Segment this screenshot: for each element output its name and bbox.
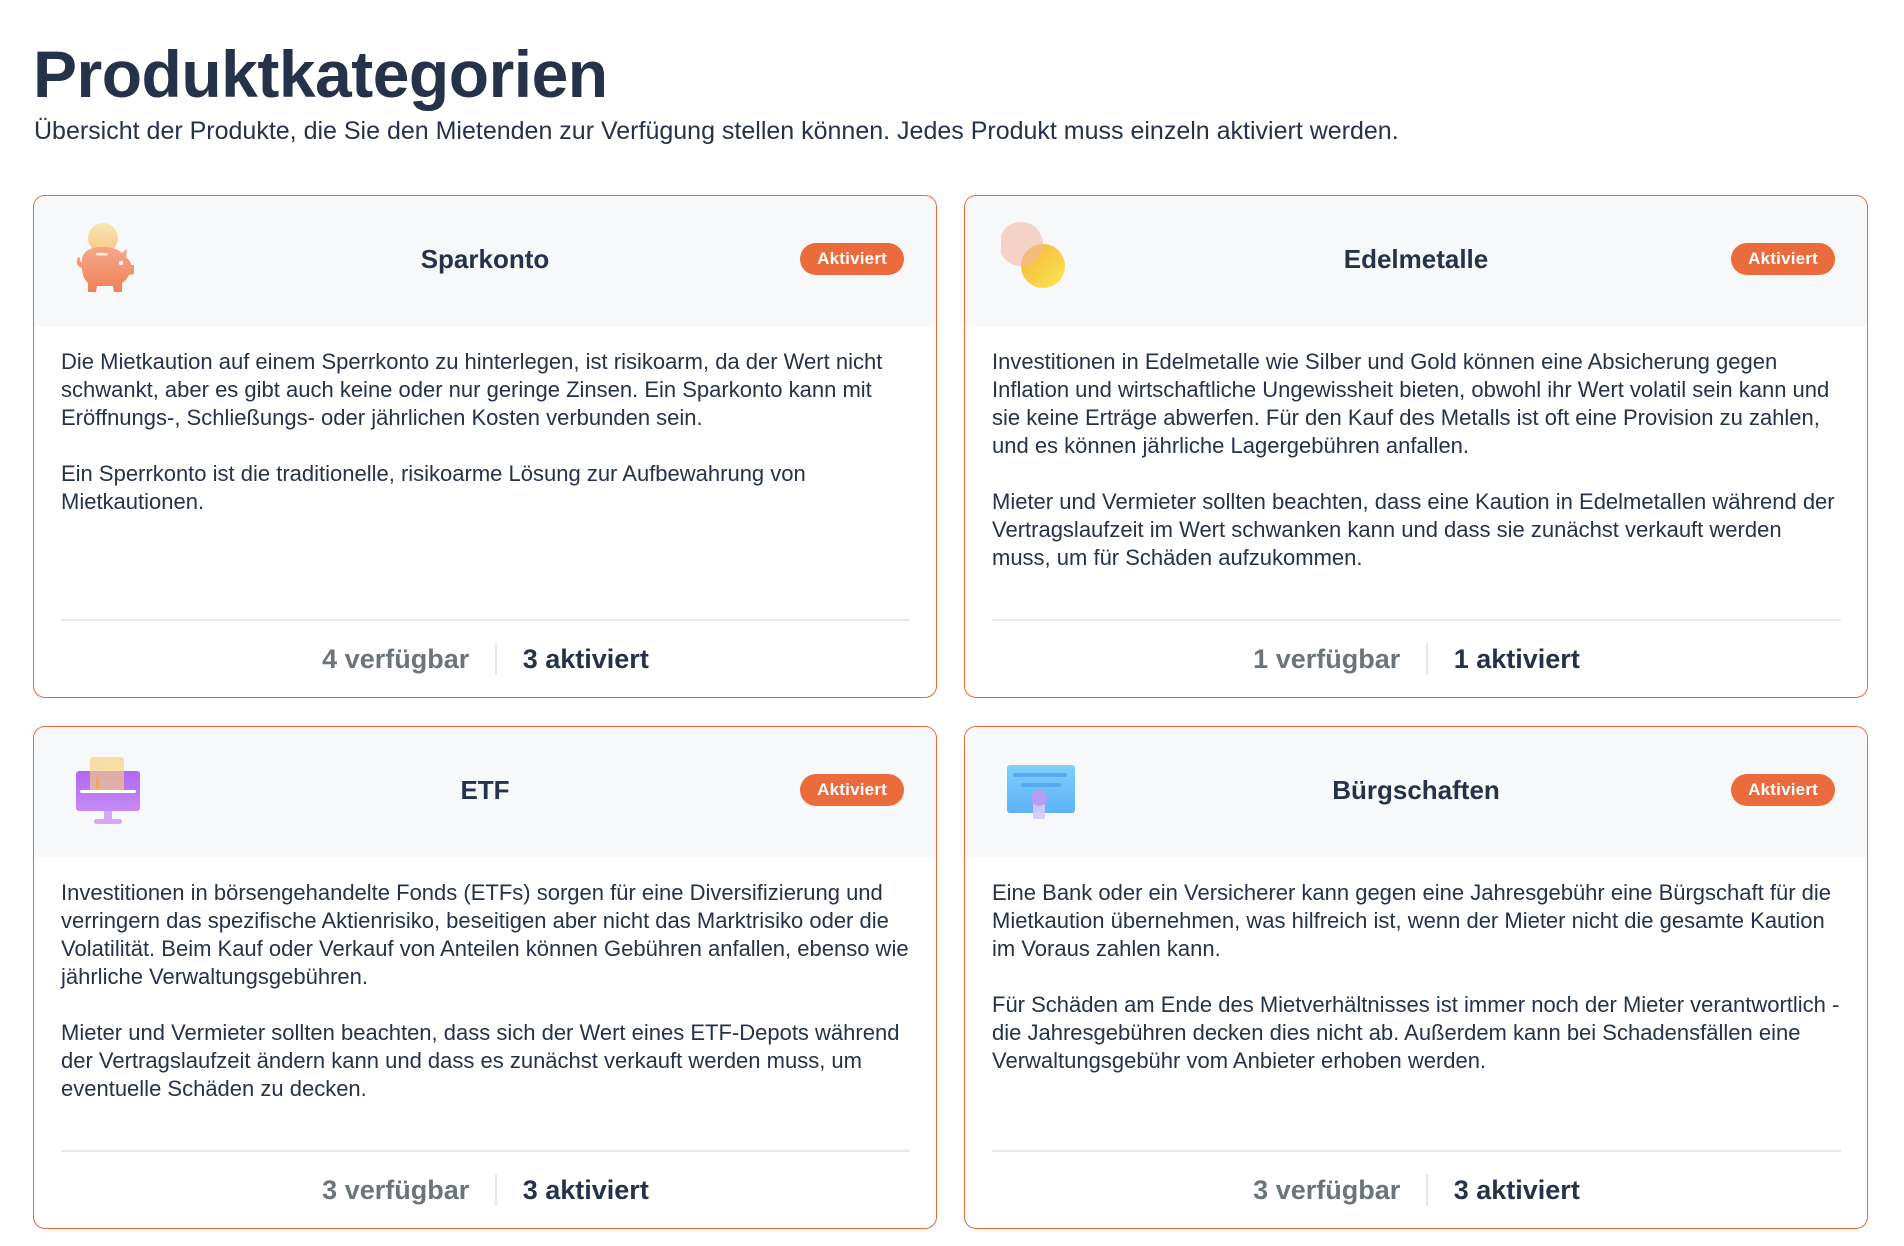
- card-title: Sparkonto: [420, 244, 550, 274]
- activated-count[interactable]: 3 aktiviert: [522, 1175, 649, 1205]
- status-badge: Aktiviert: [800, 774, 904, 806]
- card-title: ETF: [460, 775, 510, 805]
- status-badge: Aktiviert: [800, 243, 904, 275]
- description-paragraph: Investitionen in Edelmetalle wie Silber und Gold können eine Absicherung gegen Inflation und wirtschaftliche Ungewissheit bieten, obwohl ihr Wert volatil sein kann und sie keine Erträge abwerfen. Für den Kauf des Metalls ist oft eine Provision zu zahlen, und es können jährliche Lagergebühren anfallen.: [992, 349, 1830, 458]
- description-paragraph: Mieter und Vermieter sollten beachten, dass eine Kaution in Edelmetallen während der Vertragslaufzeit im Wert schwanken kann und dass sie zunächst verkauft werden muss, um für Schäden aufzukommen.: [992, 489, 1835, 570]
- card-header: [34, 196, 936, 326]
- description-paragraph: Für Schäden am Ende des Mietverhältnisses ist immer noch der Mieter verantwortlich - die Jahresgebühren decken dies nicht ab. Außerdem kann bei Schadensfällen eine Verwaltungsgebühr vom Anbieter erhoben werden.: [992, 992, 1840, 1073]
- activated-count[interactable]: 1 aktiviert: [1453, 644, 1580, 674]
- available-count[interactable]: 3 verfügbar: [322, 1175, 470, 1205]
- page-title: Produktkategorien: [33, 37, 608, 111]
- description-paragraph: Ein Sperrkonto ist die traditionelle, risikoarme Lösung zur Aufbewahrung von Mietkautionen.: [61, 461, 806, 514]
- activated-count[interactable]: 3 aktiviert: [522, 644, 649, 674]
- description-paragraph: Eine Bank oder ein Versicherer kann gegen eine Jahresgebühr eine Bürgschaft für die Mietkaution übernehmen, was hilfreich ist, wenn der Mieter nicht die gesamte Kaution im Voraus zahlen kann.: [992, 880, 1831, 961]
- status-badge: Aktiviert: [1731, 774, 1835, 806]
- description-paragraph: Mieter und Vermieter sollten beachten, dass sich der Wert eines ETF-Depots während der Vertragslaufzeit ändern kann und dass es zunächst verkauft werden muss, um eventuelle Schäden zu decken.: [61, 1020, 900, 1101]
- card-title: Edelmetalle: [1343, 244, 1489, 274]
- card-description: [992, 879, 1841, 1075]
- description-paragraph: Die Mietkaution auf einem Sperrkonto zu hinterlegen, ist risikoarm, da der Wert nicht schwankt, aber es gibt auch keine oder nur geringe Zinsen. Ein Sparkonto kann mit Eröffnungs-, Schließungs- oder jährlichen Kosten verbunden sein.: [61, 349, 883, 430]
- card-header: [34, 727, 936, 857]
- activated-count[interactable]: 3 aktiviert: [1453, 1175, 1580, 1205]
- card-description: [992, 348, 1841, 572]
- product-card-sparkonto[interactable]: [33, 195, 937, 698]
- product-card-buergschaften[interactable]: [964, 726, 1868, 1229]
- status-badge: Aktiviert: [1731, 243, 1835, 275]
- card-footer: [992, 1150, 1841, 1228]
- available-count[interactable]: 1 verfügbar: [1253, 644, 1401, 674]
- card-header: [965, 727, 1867, 857]
- card-footer: [992, 619, 1841, 697]
- product-card-edelmetalle[interactable]: [964, 195, 1868, 698]
- card-footer: [61, 1150, 910, 1228]
- card-title: Bürgschaften: [1332, 775, 1500, 805]
- card-footer: [61, 619, 910, 697]
- card-description: [61, 348, 910, 516]
- available-count[interactable]: 3 verfügbar: [1253, 1175, 1401, 1205]
- card-header: [965, 196, 1867, 326]
- page-subtitle: Übersicht der Produkte, die Sie den Mietenden zur Verfügung stellen können. Jedes Produkt muss einzeln aktiviert werden.: [34, 117, 1399, 145]
- description-paragraph: Investitionen in börsengehandelte Fonds (ETFs) sorgen für eine Diversifizierung und verringern das spezifische Aktienrisiko, beseitigen aber nicht das Marktrisiko oder die Volatilität. Beim Kauf oder Verkauf von Anteilen können Gebühren anfallen, ebenso wie jährliche Verwaltungsgebühren.: [61, 880, 909, 989]
- product-card-etf[interactable]: [33, 726, 937, 1229]
- card-description: [61, 879, 910, 1103]
- available-count[interactable]: 4 verfügbar: [322, 644, 470, 674]
